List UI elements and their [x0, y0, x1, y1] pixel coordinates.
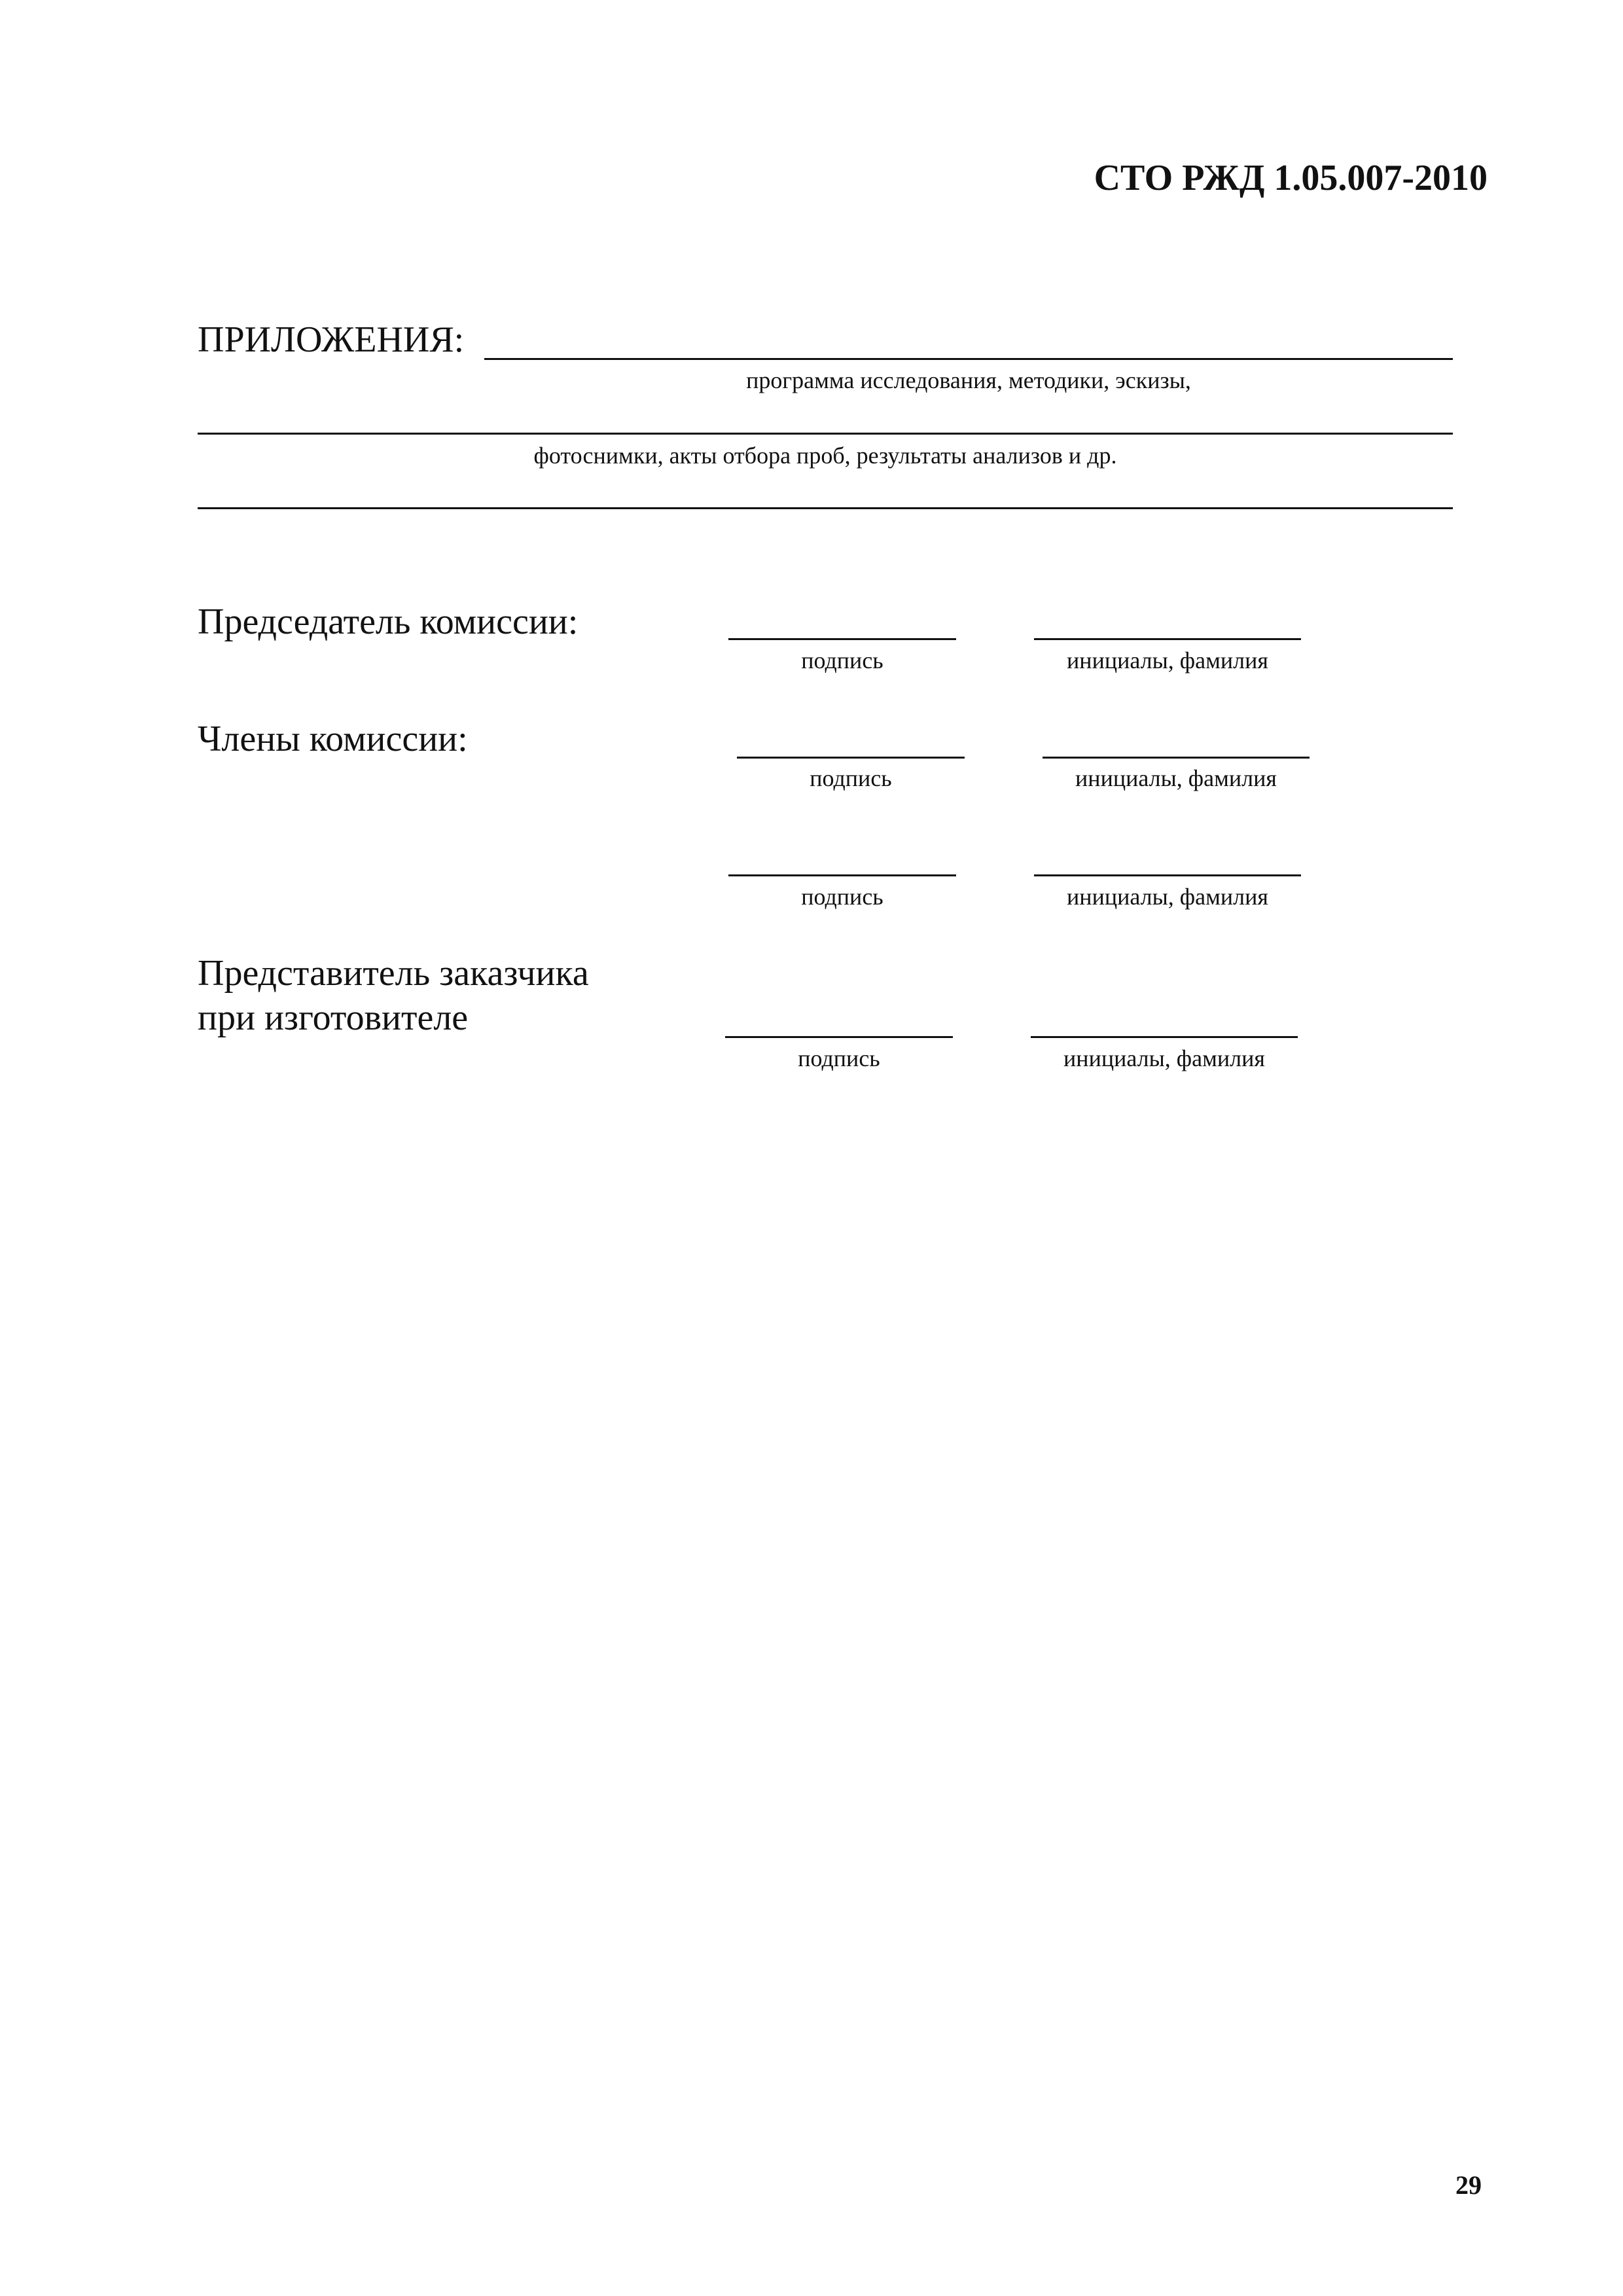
chairman-signature-line[interactable]	[728, 638, 956, 640]
page-number: 29	[1455, 2170, 1482, 2200]
member2-name-line[interactable]	[1034, 874, 1301, 876]
attachments-hint-2: фотоснимки, акты отбора проб, результаты анализов и др.	[533, 442, 1117, 469]
customer-rep-label-line2: при изготовителе	[198, 997, 469, 1038]
customer-rep-label-line1: Представитель заказчика	[198, 953, 589, 994]
chairman-label: Председатель комиссии:	[198, 601, 579, 642]
member1-signature-line[interactable]	[737, 757, 965, 759]
member1-name-hint: инициалы, фамилия	[1075, 765, 1277, 791]
attachments-hint-1: программа исследования, методики, эскизы,	[746, 367, 1191, 393]
member1-signature-hint: подпись	[810, 765, 892, 791]
chairman-name-line[interactable]	[1034, 638, 1301, 640]
member2-signature-hint: подпись	[801, 884, 883, 910]
member2-signature-line[interactable]	[728, 874, 956, 876]
members-label: Члены комиссии:	[198, 719, 468, 759]
member1-name-line[interactable]	[1043, 757, 1310, 759]
attachments-line-3[interactable]	[198, 507, 1453, 509]
customer-rep-signature-hint: подпись	[798, 1045, 880, 1071]
chairman-signature-hint: подпись	[801, 647, 883, 673]
customer-rep-name-line[interactable]	[1031, 1036, 1298, 1038]
attachments-label: ПРИЛОЖЕНИЯ:	[198, 319, 465, 360]
attachments-line-2[interactable]	[198, 433, 1453, 435]
chairman-name-hint: инициалы, фамилия	[1067, 647, 1268, 673]
attachments-line-1[interactable]	[484, 358, 1453, 360]
member2-name-hint: инициалы, фамилия	[1067, 884, 1268, 910]
customer-rep-signature-line[interactable]	[725, 1036, 953, 1038]
customer-rep-name-hint: инициалы, фамилия	[1063, 1045, 1265, 1071]
document-code: СТО РЖД 1.05.007-2010	[1094, 158, 1488, 198]
